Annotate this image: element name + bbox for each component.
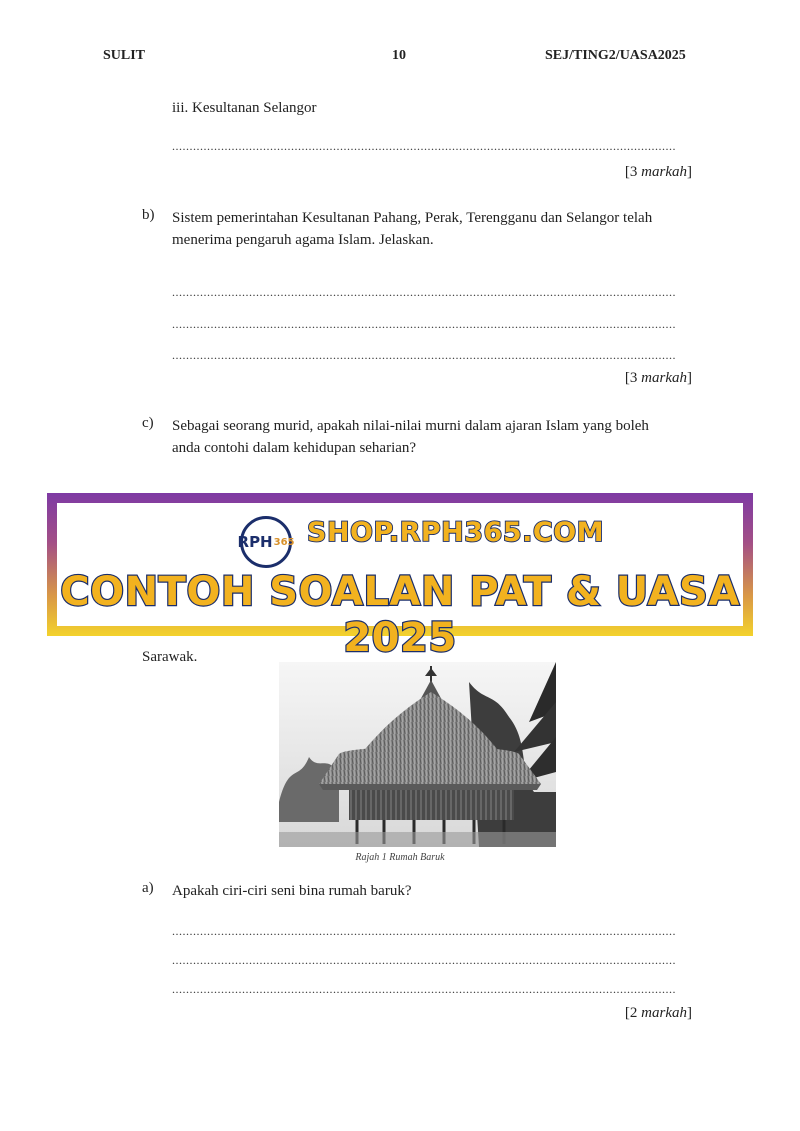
question-letter-b: b)	[142, 207, 155, 223]
answer-line: ................................................................................................................................................	[172, 319, 676, 329]
question-letter-a: a)	[142, 880, 154, 896]
question-letter-c: c)	[142, 415, 154, 431]
question-b-line1: Sistem pemerintahan Kesultanan Pahang, Perak, Terengganu dan Selangor telah	[172, 210, 653, 226]
question-b-line2: menerima pengaruh agama Islam. Jelaskan.	[172, 232, 434, 248]
header-page-number: 10	[392, 48, 406, 63]
answer-line: ................................................................................................................................................	[172, 287, 676, 297]
question-a-text: Apakah ciri-ciri seni bina rumah baruk?	[172, 883, 412, 899]
rph365-logo-icon: RPH 365	[240, 516, 292, 568]
answer-line: ................................................................................................................................................	[172, 984, 676, 994]
question-c-line2: anda contohi dalam kehidupan seharian?	[172, 440, 417, 456]
mark-label: [2 markah]	[624, 1005, 692, 1021]
mark-label: [3 markah]	[624, 370, 692, 386]
mark-label: [3 markah]	[624, 164, 692, 180]
shop-url-text: SHOP.RPH365.COM	[307, 517, 605, 548]
answer-line: ................................................................................................................................................	[172, 350, 676, 360]
answer-line: ................................................................................................................................................	[172, 926, 676, 936]
question-c-line1: Sebagai seorang murid, apakah nilai-nilai murni dalam ajaran Islam yang boleh	[172, 418, 649, 434]
figure-caption: Rajah 1 Rumah Baruk	[355, 852, 445, 863]
header-left-sulit: SULIT	[103, 48, 146, 63]
header-exam-code: SEJ/TING2/UASA2025	[545, 48, 686, 63]
answer-line: ................................................................................................................................................	[172, 141, 676, 151]
item-iii-text: iii. Kesultanan Selangor	[172, 100, 317, 116]
banner-headline: CONTOH SOALAN PAT & UASA 2025	[60, 569, 740, 661]
answer-line: ................................................................................................................................................	[172, 955, 676, 965]
sarawak-text: Sarawak.	[142, 649, 198, 665]
rumah-baruk-photo	[279, 662, 556, 847]
